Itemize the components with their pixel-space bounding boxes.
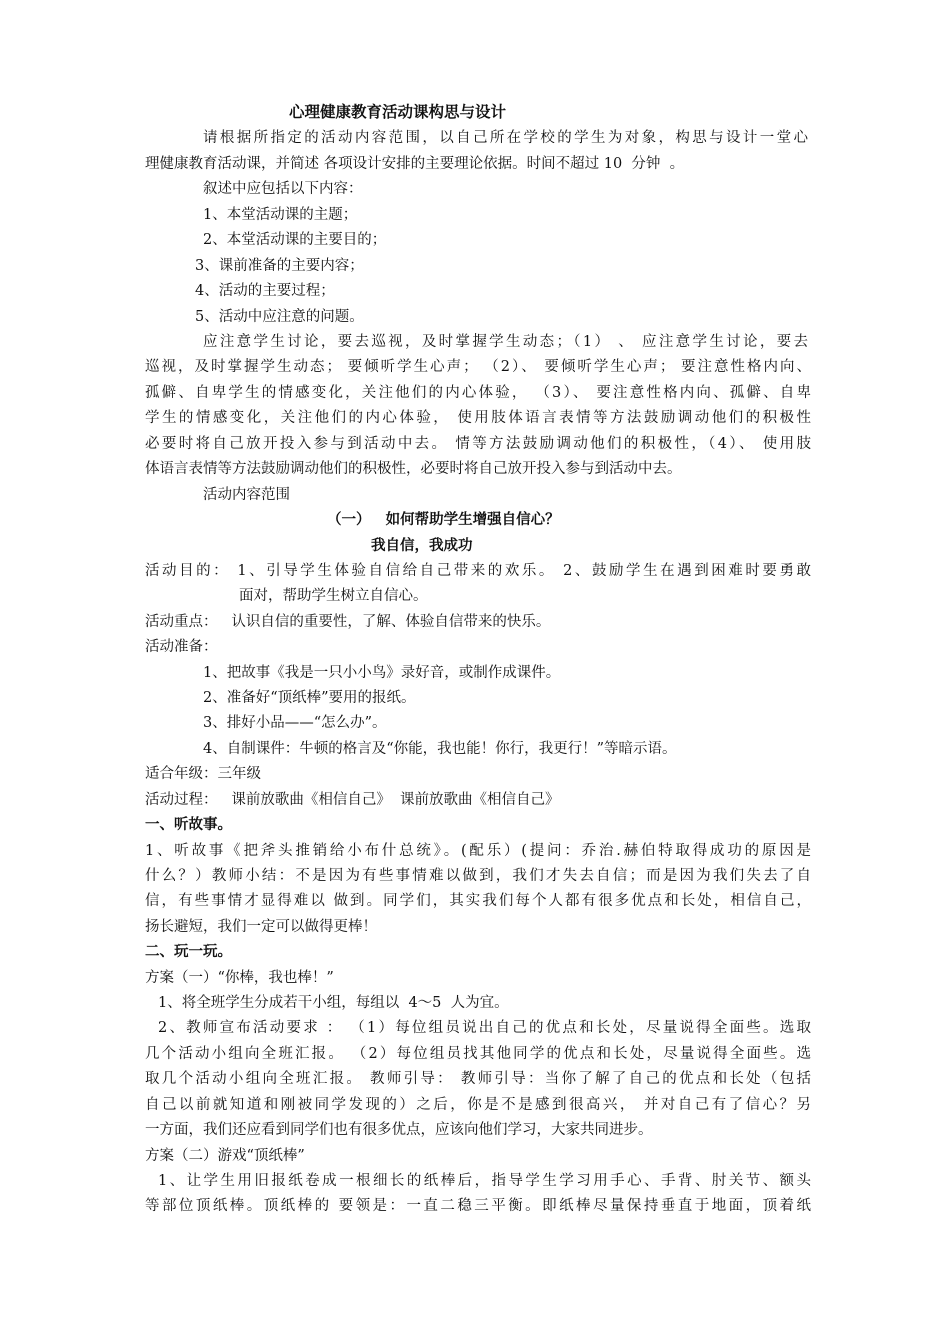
notes-line: 孤僻、自卑学生的情感变化，关注他们的内心体验， （3）、 要注意性格内向、孤僻、自卑 <box>145 385 811 401</box>
notes-line: 巡视，及时掌握学生动态； 要倾听学生心声； （2）、 要倾听学生心声； 要注意性格内向、 <box>145 359 811 375</box>
section-subheading: 我自信，我成功 <box>371 537 473 554</box>
paragraph-line: 2、教师宣布活动要求 ： （1）每位组员说出自己的优点和长处，尽量说得全面些。选取 <box>158 1020 811 1036</box>
intro-line: 请根据所指定的活动内容范围，以自己所在学校的学生为对象，构思与设计一堂心 <box>203 130 808 146</box>
notes-line: 学生的情感变化，关注他们的内心体验， 使用肢体语言表情等方法鼓励调动他们的积极性 <box>145 410 811 426</box>
document-title: 心理健康教育活动课构思与设计 <box>289 102 507 121</box>
list-item: 5、活动中应注意的问题。 <box>195 309 364 325</box>
part-heading: 一、听故事。 <box>145 816 232 833</box>
paragraph-line: 几个活动小组向全班汇报。 （2）每位组员找其他同学的优点和长处，尽量说得全面些。选 <box>145 1046 811 1062</box>
paragraph-line: 信，有些事情才显得难以 做到。同学们，其实我们每个人都有很多优点和长处，相信自己， <box>145 893 811 909</box>
scope-label: 活动内容范围 <box>203 487 290 503</box>
paragraph-line: 什么？）教师小结：不是因为有些事情难以做到，我们才失去自信；而是因为我们失去了自 <box>145 868 811 884</box>
paragraph-line: 一方面，我们还应看到同学们也有很多优点，应该向他们学习，大家共同进步。 <box>145 1122 653 1138</box>
list-item: 4、活动的主要过程； <box>195 283 335 299</box>
intro-line: 理健康教育活动课，并简述 各项设计安排的主要理论依据。时间不超过 10 分钟 。 <box>145 156 685 172</box>
paragraph-line: 等部位顶纸棒。顶纸棒的 要领是：一直二稳三平衡。即纸棒尽量保持垂直于地面，顶着纸 <box>145 1198 811 1214</box>
grade-line: 适合年级：三年级 <box>145 766 261 782</box>
goal-line: 面对，帮助学生树立自信心。 <box>239 588 428 604</box>
paragraph-line: 自己以前就知道和刚被同学发现的）之后，你是不是感到很高兴， 并对自己有了信心？另 <box>145 1097 811 1113</box>
list-item: 2、本堂活动课的主要目的； <box>203 232 387 248</box>
prep-label: 活动准备： <box>145 639 218 655</box>
list-item: 1、本堂活动课的主题； <box>203 207 358 223</box>
focus-line: 活动重点： 认识自信的重要性，了解、体验自信带来的快乐。 <box>145 614 551 630</box>
prep-item: 1、把故事《我是一只小小鸟》录好音，或制作成课件。 <box>203 665 561 681</box>
notes-line: 体语言表情等方法鼓励调动他们的积极性，必要时将自己放开投入参与到活动中去。 <box>145 461 682 477</box>
paragraph-line: 1、让学生用旧报纸卷成一根细长的纸棒后，指导学生学习用手心、手背、肘关节、额头 <box>158 1173 811 1189</box>
prep-item: 3、排好小品——“怎么办”。 <box>203 715 387 731</box>
plan-title: 方案（一）“你棒，我也棒！” <box>145 970 334 986</box>
intro-lead: 叙述中应包括以下内容： <box>203 181 363 197</box>
section-heading: （一） 如何帮助学生增强自信心？ <box>327 511 560 528</box>
part-heading: 二、玩一玩。 <box>145 943 232 960</box>
notes-line: 必要时将自己放开投入参与到活动中去。 情等方法鼓励调动他们的积极性，（4）、 使用肢 <box>145 436 811 452</box>
goal-line: 活动目的： 1、引导学生体验自信给自己带来的欢乐。 2、鼓励学生在遇到困难时要勇敢 <box>145 563 811 579</box>
plan-title: 方案（二）游戏“顶纸棒” <box>145 1148 305 1164</box>
prep-item: 2、准备好“顶纸棒”要用的报纸。 <box>203 690 416 706</box>
paragraph-line: 取几个活动小组向全班汇报。 教师引导： 教师引导：当你了解了自己的优点和长处（包括 <box>145 1071 811 1087</box>
prep-item: 4、自制课件：牛顿的格言及“你能，我也能！你行，我更行！”等暗示语。 <box>203 741 677 757</box>
plan-item: 1、将全班学生分成若干小组，每组以 4～5 人为宜。 <box>158 995 509 1011</box>
paragraph-line: 1、听故事《把斧头推销给小布什总统》。(配乐）(提问：乔治.赫伯特取得成功的原因是 <box>145 843 811 859</box>
paragraph-line: 扬长避短，我们一定可以做得更棒！ <box>145 919 377 935</box>
process-line: 活动过程： 课前放歌曲《相信自己》 课前放歌曲《相信自己》 <box>145 792 560 808</box>
notes-line: 应注意学生讨论，要去巡视，及时掌握学生动态；（1） 、 应注意学生讨论，要去 <box>203 334 808 350</box>
list-item: 3、课前准备的主要内容； <box>195 258 364 274</box>
